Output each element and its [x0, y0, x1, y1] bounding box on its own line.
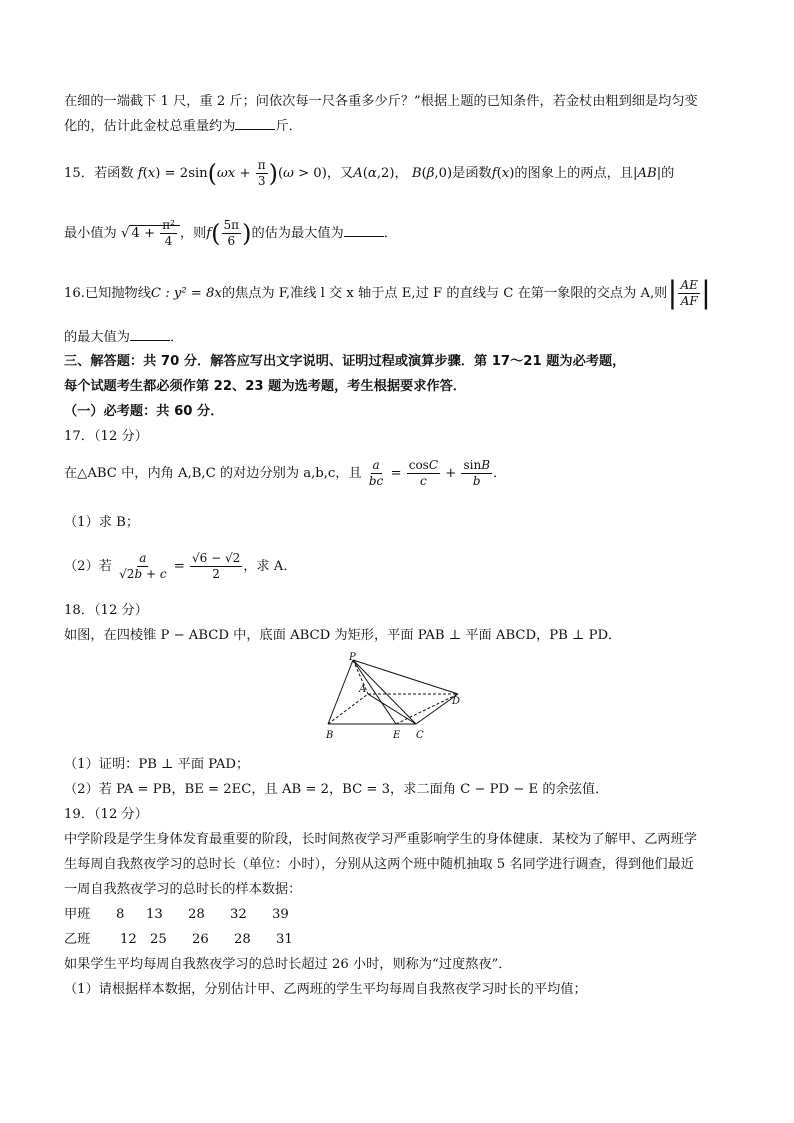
q16-rest: 的焦点为 F,准线 l 交 x 轴于点 E,过 F 的直线与 C 在第一象限的交点为 A,则 [221, 286, 668, 301]
q15-prefix: 15．若函数 [64, 166, 134, 181]
q14-text: 化的，估计此金杖总重量约为 [64, 119, 236, 134]
q15-line1: 15．若函数 f(x) = 2sin(ωx + $\frac{\pi}{3}$ )(ω > 0)，又A(α,2)， B(β,0)是函数f(x)的图象上的两点，且|AB|的 [64, 158, 675, 188]
data-cell: 25 [150, 932, 167, 947]
data-cell: 8 [116, 907, 125, 922]
q15-end: 的 [661, 166, 675, 181]
q16-frac-n: AE [680, 278, 698, 292]
q16-line2: 的最大值为 ． [64, 330, 184, 345]
q16-line2-text: 的最大值为 [64, 330, 130, 345]
class-b-label: 乙班 [64, 932, 91, 947]
q19-line4: 如果学生平均每周自我熬夜学习的总时长超过 26 小时，则称为“过度熬夜”． [64, 957, 512, 972]
q16-frac-d: AF [680, 294, 698, 308]
data-cell: 28 [234, 932, 251, 947]
label-C: C [416, 730, 424, 741]
label-A: A [359, 684, 367, 695]
q15-line2-end: 的估为最大值为 [251, 226, 344, 241]
q18-part2: （2）若 PA = PB，BE = 2EC，且 AB = 2，BC = 3，求二面角 C − PD − E 的余弦值． [64, 782, 609, 797]
data-row-class-a [64, 905, 734, 925]
data-cell: 31 [276, 932, 293, 947]
data-cell: 26 [192, 932, 209, 947]
q19-head: 19．（12 分） [64, 807, 148, 822]
label-D: D [452, 696, 461, 707]
q17-part2-a: （2）若 [64, 559, 112, 574]
q18-stem: 如图，在四棱锥 P − ABCD 中，底面 ABCD 为矩形，平面 PAB ⊥ 平面 ABCD，PB ⊥ PD． [64, 628, 622, 643]
pyramid-figure [318, 652, 468, 742]
q16-eq: C : y² = 8x [150, 286, 222, 301]
data-cell: 39 [272, 907, 289, 922]
label-P: P [349, 652, 356, 663]
q16-text: 16.已知抛物线 [64, 286, 151, 301]
q15-mid2: 是函数 [452, 166, 492, 181]
q19-part1: （1）请根据样本数据，分别估计甲、乙两班的学生平均每周自我熬夜学习时长的平均值； [64, 982, 587, 997]
q15-line2-mid: ，则 [179, 226, 207, 241]
label-B: B [326, 730, 334, 741]
data-cell: 32 [230, 907, 247, 922]
q17-part2: （2）若 $\frac{a}{√2b + c}$ = $\frac{√6 - √2}{2}$ ，求 A． [64, 551, 297, 581]
q16-line1: 16.已知抛物线C : y² = 8x的焦点为 F,准线 l 交 x 轴于点 E,过 F 的直线与 C 在第一象限的交点为 A,则| $\frac{AE}{AF}$ | [64, 275, 712, 311]
q15-line2: 最小值为 √ 4 + $\frac{\text{π²}}{4}$ ，则f( $\frac{5\pi}{6}$ )的估为最大值为 ． [64, 218, 397, 248]
section3-sub: （一）必考题：共 60 分． [64, 404, 224, 419]
answer-blank [130, 328, 170, 341]
q17-stem-text: 在△ABC 中，内角 A,B,C 的对边分别为 a,b,c，且 [64, 466, 362, 481]
data-cell: 13 [146, 907, 163, 922]
data-row-class-b [64, 930, 734, 950]
q15-line2-prefix: 最小值为 [64, 226, 117, 241]
section3-heading-2: 每个试题考生都必须作第 22、23 题为选考题，考生根据要求作答． [64, 379, 466, 394]
q15-mid3: 的图象上的两点，且 [514, 166, 634, 181]
q15-mid: ，又 [326, 166, 354, 181]
q19-line1: 中学阶段是学生身体发育最重要的阶段，长时间熬夜学习严重影响学生的身体健康．某校为了解甲、乙两班学 [64, 832, 697, 847]
class-a-label: 甲班 [64, 907, 91, 922]
q17-head: 17．（12 分） [64, 429, 148, 444]
q14-line2 [64, 117, 734, 137]
q18-part1: （1）证明：PB ⊥ 平面 PAD； [64, 757, 250, 772]
answer-blank [235, 117, 275, 130]
label-E: E [393, 730, 401, 741]
section3-heading: 三、解答题：共 70 分．解答应写出文字说明、证明过程或演算步骤．第 17～21 题为必考题， [64, 354, 626, 369]
q14-line1: 在细的一端截下 1 尺，重 2 斤；问依次每一尺各重多少斤？”根据上题的已知条件，若金杖由粗到细是均匀变 [64, 94, 698, 109]
answer-blank [344, 224, 384, 237]
q19-line2: 生每周自我熬夜学习的总时长（单位：小时），分别从这两个班中随机抽取 5 名同学进行调查，得到他们最近 [64, 857, 694, 872]
q18-head: 18．（12 分） [64, 603, 148, 618]
q17-part2-b: ，求 A． [243, 559, 297, 574]
q17-part1: （1）求 B； [64, 515, 140, 530]
data-cell: 28 [188, 907, 205, 922]
q14-unit: 斤． [275, 119, 302, 134]
q17-stem: 在△ABC 中，内角 A,B,C 的对边分别为 a,b,c，且 $\frac{a}{bc}$ = $\frac{\cos C}{c}$ + $\frac{\sin B}{b}$ ． [64, 458, 507, 488]
data-cell: 12 [120, 932, 137, 947]
q19-line3: 一周自我熬夜学习的总时长的样本数据： [64, 882, 302, 897]
